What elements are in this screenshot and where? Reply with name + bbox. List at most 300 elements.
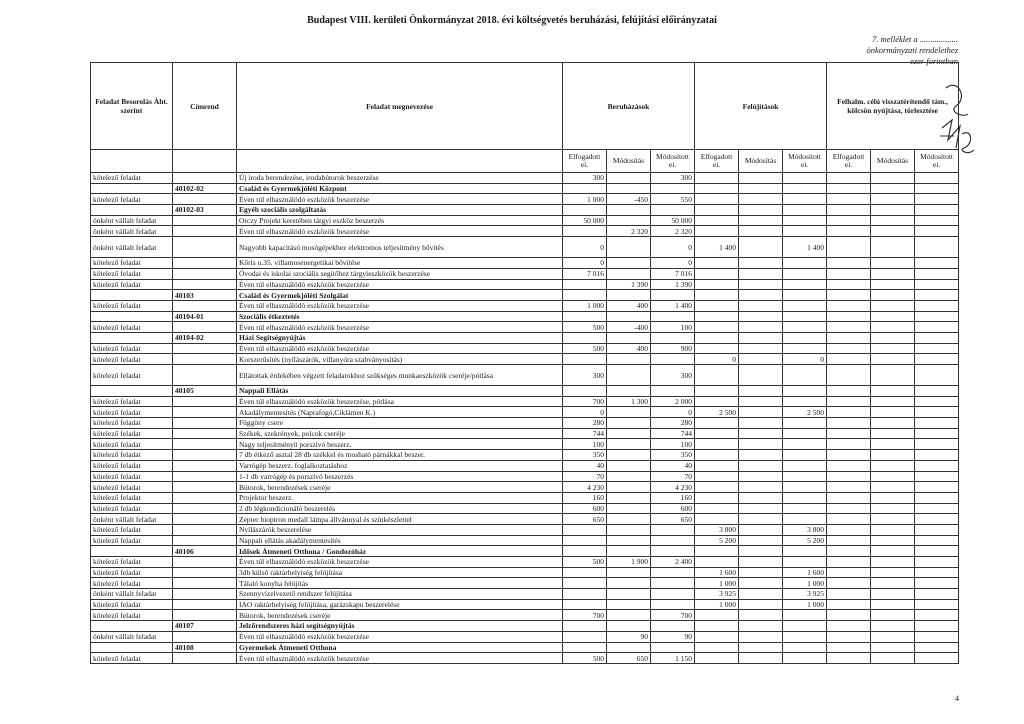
cell-value: 5 200 <box>783 535 827 546</box>
cell-value: 70 <box>651 471 695 482</box>
cell-value <box>783 471 827 482</box>
cell-value: 1 900 <box>607 557 651 568</box>
cell-value <box>871 599 915 610</box>
subheader-blank <box>91 150 173 173</box>
cell-value <box>783 621 827 632</box>
cell-value: 700 <box>563 396 607 407</box>
table-row <box>91 354 959 365</box>
cell-value <box>871 365 915 386</box>
cell-value <box>651 567 695 578</box>
cell-value <box>871 226 915 237</box>
cell-value <box>563 578 607 589</box>
cell-value <box>739 173 783 184</box>
cell-value <box>563 589 607 600</box>
cell-value <box>607 492 651 503</box>
cell-value <box>739 354 783 365</box>
cell-value <box>695 226 739 237</box>
cell-value <box>871 567 915 578</box>
cell-cimrend <box>173 610 237 621</box>
cell-value: 900 <box>651 343 695 354</box>
cell-megnevezes: Zepter bioptron medall lámpa állvánnyal és színkészlettel <box>237 514 563 525</box>
cell-value <box>915 557 959 568</box>
cell-value <box>563 567 607 578</box>
cell-value <box>827 268 871 279</box>
cell-cimrend <box>173 439 237 450</box>
regulation-label: önkormányzati rendelethez <box>866 45 958 55</box>
cell-value: 100 <box>651 322 695 333</box>
table-row <box>91 332 959 343</box>
cell-value <box>739 258 783 269</box>
cell-value <box>563 524 607 535</box>
table-row <box>91 610 959 621</box>
cell-value: 90 <box>607 631 651 642</box>
cell-value: 70 <box>563 471 607 482</box>
cell-value <box>915 205 959 216</box>
cell-value: 50 000 <box>563 215 607 226</box>
cell-value: 40 <box>651 460 695 471</box>
cell-value: 1 600 <box>783 567 827 578</box>
subheader-cell: Elfogadott ei. <box>563 150 607 173</box>
cell-value <box>871 258 915 269</box>
cell-value <box>695 300 739 311</box>
cell-value <box>915 343 959 354</box>
cell-value: 300 <box>563 365 607 386</box>
cell-value <box>827 428 871 439</box>
cell-value <box>783 290 827 301</box>
table-row <box>91 258 959 269</box>
cell-value <box>695 290 739 301</box>
document-title: Budapest VIII. kerületi Önkormányzat 2018. évi költségvetés beruházási, felújítási előirányzatai <box>307 15 717 26</box>
cell-value <box>695 365 739 386</box>
cell-value: 744 <box>651 428 695 439</box>
cell-value <box>915 546 959 557</box>
cell-value <box>563 183 607 194</box>
cell-value <box>915 332 959 343</box>
cell-value: 1 000 <box>563 194 607 205</box>
cell-megnevezes: Éven túl elhasználódó eszközök beszerzése <box>237 300 563 311</box>
cell-value <box>871 396 915 407</box>
cell-value <box>915 418 959 429</box>
cell-feladat: kötelező feladat <box>91 492 173 503</box>
cell-value <box>871 653 915 664</box>
cell-value <box>827 514 871 525</box>
cell-value <box>827 450 871 461</box>
cell-value <box>871 492 915 503</box>
cell-value <box>607 215 651 226</box>
cell-value <box>871 535 915 546</box>
cell-megnevezes: Éven túl elhasználódó eszközök beszerzése <box>237 631 563 642</box>
cell-value <box>871 524 915 535</box>
cell-megnevezes: Korszerűsítés (nyílászárók, villanyóra szabványosítás) <box>237 354 563 365</box>
cell-value: 300 <box>651 365 695 386</box>
cell-value <box>695 450 739 461</box>
cell-value: 3 800 <box>695 524 739 535</box>
cell-value: 3 800 <box>783 524 827 535</box>
cell-value: -400 <box>607 322 651 333</box>
cell-value <box>827 599 871 610</box>
cell-cimrend <box>173 322 237 333</box>
cell-cimrend: 40105 <box>173 386 237 397</box>
cell-value <box>607 183 651 194</box>
cell-value <box>607 599 651 610</box>
table-row <box>91 300 959 311</box>
table-row <box>91 396 959 407</box>
cell-value <box>827 322 871 333</box>
cell-value <box>915 237 959 258</box>
cell-value <box>827 194 871 205</box>
cell-value: -450 <box>607 194 651 205</box>
cell-value <box>871 332 915 343</box>
cell-value <box>871 450 915 461</box>
cell-value <box>783 418 827 429</box>
subheader-cell: Módosított ei. <box>783 150 827 173</box>
cell-feladat: kötelező feladat <box>91 610 173 621</box>
cell-value <box>871 610 915 621</box>
cell-value: 280 <box>563 418 607 429</box>
cell-value <box>651 205 695 216</box>
cell-feladat <box>91 621 173 632</box>
cell-value <box>739 599 783 610</box>
table-row <box>91 290 959 301</box>
cell-value <box>827 642 871 653</box>
page-number: 4 <box>955 694 959 703</box>
cell-value <box>871 621 915 632</box>
cell-value <box>827 503 871 514</box>
cell-cimrend <box>173 428 237 439</box>
cell-feladat <box>91 642 173 653</box>
cell-cimrend <box>173 631 237 642</box>
cell-value <box>739 578 783 589</box>
cell-value <box>915 226 959 237</box>
cell-value <box>827 418 871 429</box>
cell-value <box>739 311 783 322</box>
cell-value <box>783 215 827 226</box>
cell-value: 1 000 <box>563 300 607 311</box>
cell-value <box>607 365 651 386</box>
cell-value <box>651 621 695 632</box>
cell-value: 1 400 <box>783 237 827 258</box>
subheader-blank <box>237 150 563 173</box>
header-megnevezes: Feladat megnevezése <box>237 63 563 150</box>
subheader-cell: Elfogadott ei. <box>695 150 739 173</box>
cell-value <box>827 439 871 450</box>
cell-value <box>739 492 783 503</box>
cell-value <box>827 546 871 557</box>
cell-cimrend <box>173 482 237 493</box>
cell-value <box>695 482 739 493</box>
cell-cimrend <box>173 354 237 365</box>
cell-megnevezes: Új iroda berendezése, irodabútorok beszerzése <box>237 173 563 184</box>
table-row <box>91 578 959 589</box>
table-row <box>91 642 959 653</box>
cell-value <box>739 471 783 482</box>
cell-value <box>915 439 959 450</box>
cell-value <box>607 418 651 429</box>
cell-value <box>651 290 695 301</box>
cell-value <box>607 354 651 365</box>
cell-value <box>607 311 651 322</box>
cell-value: 1 000 <box>783 599 827 610</box>
cell-feladat: kötelező feladat <box>91 535 173 546</box>
cell-value <box>915 578 959 589</box>
table-row <box>91 418 959 429</box>
cell-value <box>827 589 871 600</box>
cell-cimrend <box>173 471 237 482</box>
cell-feladat <box>91 546 173 557</box>
cell-megnevezes: Egyéb szociális szolgáltatás <box>237 205 563 216</box>
cell-value <box>915 194 959 205</box>
cell-cimrend <box>173 653 237 664</box>
budget-table <box>90 62 959 664</box>
cell-value: 400 <box>607 343 651 354</box>
cell-value <box>695 386 739 397</box>
cell-value <box>739 407 783 418</box>
subheader-cell: Módosított ei. <box>915 150 959 173</box>
cell-feladat: kötelező feladat <box>91 450 173 461</box>
cell-megnevezes: Székek, szekrények, polcok cseréje <box>237 428 563 439</box>
cell-value <box>871 354 915 365</box>
cell-feladat: kötelező feladat <box>91 503 173 514</box>
cell-megnevezes: Akadálymentesítés (Naprafogó,Ciklámen K.) <box>237 407 563 418</box>
cell-value <box>695 621 739 632</box>
table-row <box>91 546 959 557</box>
table-row <box>91 460 959 471</box>
cell-value <box>783 428 827 439</box>
cell-value <box>739 365 783 386</box>
cell-value: 0 <box>651 258 695 269</box>
table-row <box>91 343 959 354</box>
cell-value: 500 <box>563 343 607 354</box>
cell-value <box>607 535 651 546</box>
cell-feladat: önként vállalt feladat <box>91 631 173 642</box>
cell-value <box>739 343 783 354</box>
cell-cimrend: 40103 <box>173 290 237 301</box>
cell-value <box>607 471 651 482</box>
cell-value: 0 <box>563 237 607 258</box>
subheader-cell: Módosítás <box>739 150 783 173</box>
table-row <box>91 268 959 279</box>
cell-value <box>695 311 739 322</box>
table-row <box>91 621 959 632</box>
cell-cimrend <box>173 365 237 386</box>
cell-feladat: önként vállalt feladat <box>91 237 173 258</box>
cell-megnevezes: Éven túl elhasználódó eszközök beszerzése <box>237 279 563 290</box>
cell-value <box>651 183 695 194</box>
cell-value <box>695 460 739 471</box>
table-row <box>91 557 959 568</box>
cell-value <box>739 396 783 407</box>
cell-value <box>871 205 915 216</box>
cell-value: 0 <box>783 354 827 365</box>
cell-value <box>915 396 959 407</box>
cell-value: 700 <box>563 610 607 621</box>
cell-value <box>739 524 783 535</box>
cell-megnevezes: Szociális étkeztetés <box>237 311 563 322</box>
cell-value <box>607 514 651 525</box>
table-row <box>91 567 959 578</box>
table-row <box>91 205 959 216</box>
cell-feladat: kötelező feladat <box>91 194 173 205</box>
cell-cimrend <box>173 503 237 514</box>
cell-value <box>607 610 651 621</box>
cell-value <box>783 450 827 461</box>
cell-value <box>915 215 959 226</box>
cell-value: 1 300 <box>607 396 651 407</box>
cell-value <box>783 300 827 311</box>
cell-value <box>739 621 783 632</box>
cell-value <box>651 354 695 365</box>
cell-value <box>695 471 739 482</box>
cell-value <box>739 322 783 333</box>
cell-value <box>783 258 827 269</box>
cell-value <box>783 332 827 343</box>
cell-cimrend <box>173 578 237 589</box>
cell-value <box>783 343 827 354</box>
cell-value <box>915 428 959 439</box>
cell-megnevezes: Éven túl elhasználódó eszközök beszerzése <box>237 557 563 568</box>
cell-cimrend <box>173 418 237 429</box>
cell-megnevezes: Projektor beszerz. <box>237 492 563 503</box>
cell-value <box>651 599 695 610</box>
cell-value <box>651 332 695 343</box>
cell-megnevezes: 1-1 db varrógép és porszívó beszerzés <box>237 471 563 482</box>
cell-value <box>915 599 959 610</box>
cell-value <box>563 631 607 642</box>
cell-value <box>915 653 959 664</box>
cell-value: 650 <box>607 653 651 664</box>
cell-value: 3 925 <box>783 589 827 600</box>
cell-value <box>871 194 915 205</box>
cell-value <box>695 503 739 514</box>
cell-value <box>871 428 915 439</box>
cell-value <box>607 407 651 418</box>
cell-feladat <box>91 205 173 216</box>
cell-feladat: kötelező feladat <box>91 439 173 450</box>
cell-value <box>695 514 739 525</box>
cell-feladat: kötelező feladat <box>91 343 173 354</box>
cell-cimrend <box>173 226 237 237</box>
cell-value: 1 400 <box>651 300 695 311</box>
cell-value: 0 <box>695 354 739 365</box>
cell-value <box>563 205 607 216</box>
table-row <box>91 407 959 418</box>
cell-value: 300 <box>651 173 695 184</box>
cell-value <box>827 183 871 194</box>
cell-value <box>739 460 783 471</box>
cell-cimrend: 40108 <box>173 642 237 653</box>
cell-value <box>739 450 783 461</box>
cell-value <box>563 535 607 546</box>
cell-value <box>739 268 783 279</box>
cell-value: 1 000 <box>783 578 827 589</box>
cell-value <box>739 205 783 216</box>
header-feladat-besorolas: Feladat Besorolás Áht. szerint <box>91 63 173 150</box>
cell-value <box>783 503 827 514</box>
cell-value <box>871 514 915 525</box>
cell-cimrend <box>173 524 237 535</box>
header-felujitasok: Felújítások <box>695 63 827 150</box>
cell-value <box>827 215 871 226</box>
table-row <box>91 226 959 237</box>
table-row <box>91 215 959 226</box>
cell-cimrend <box>173 514 237 525</box>
table-row <box>91 439 959 450</box>
cell-megnevezes: Éven túl elhasználódó eszközök beszerzése <box>237 343 563 354</box>
cell-value <box>827 535 871 546</box>
cell-value <box>783 557 827 568</box>
cell-megnevezes: Nagyobb kapacitású mosógépekhez elektromos teljesítmény bővítés <box>237 237 563 258</box>
cell-feladat: önként vállalt feladat <box>91 589 173 600</box>
cell-value <box>871 407 915 418</box>
cell-value: 100 <box>563 439 607 450</box>
cell-cimrend <box>173 535 237 546</box>
cell-value: 1 400 <box>695 237 739 258</box>
table-row <box>91 653 959 664</box>
cell-value: 7 016 <box>651 268 695 279</box>
table-row <box>91 311 959 322</box>
cell-value <box>695 642 739 653</box>
cell-value <box>871 439 915 450</box>
cell-value <box>915 354 959 365</box>
cell-value <box>783 610 827 621</box>
cell-value: 600 <box>651 503 695 514</box>
cell-feladat: kötelező feladat <box>91 365 173 386</box>
cell-cimrend <box>173 492 237 503</box>
cell-cimrend <box>173 599 237 610</box>
cell-value <box>871 300 915 311</box>
cell-value <box>915 268 959 279</box>
table-row <box>91 194 959 205</box>
cell-feladat: kötelező feladat <box>91 471 173 482</box>
cell-feladat: kötelező feladat <box>91 524 173 535</box>
cell-value <box>651 578 695 589</box>
cell-value <box>827 300 871 311</box>
cell-value: 40 <box>563 460 607 471</box>
cell-value <box>915 589 959 600</box>
cell-feladat <box>91 332 173 343</box>
cell-value <box>739 290 783 301</box>
cell-value <box>871 386 915 397</box>
cell-value <box>827 354 871 365</box>
cell-value <box>563 332 607 343</box>
cell-value <box>871 237 915 258</box>
cell-value <box>695 205 739 216</box>
cell-value <box>739 546 783 557</box>
cell-value <box>695 439 739 450</box>
cell-value <box>607 567 651 578</box>
cell-feladat: kötelező feladat <box>91 268 173 279</box>
cell-megnevezes: Nappali ellátás akadálymentesítés <box>237 535 563 546</box>
cell-value <box>871 279 915 290</box>
cell-megnevezes: Óvodai és iskolai szociális segítőhez tárgyieszközök beszerzése <box>237 268 563 279</box>
table-row <box>91 514 959 525</box>
cell-value <box>827 524 871 535</box>
cell-value <box>915 407 959 418</box>
annex-label: 7. melléklet a .................. <box>872 34 958 44</box>
cell-value <box>739 194 783 205</box>
cell-value: 1 390 <box>607 279 651 290</box>
cell-value: 2 500 <box>783 407 827 418</box>
cell-value <box>563 354 607 365</box>
cell-value: 2 320 <box>607 226 651 237</box>
cell-value <box>827 396 871 407</box>
cell-value: 500 <box>563 557 607 568</box>
cell-value <box>739 226 783 237</box>
cell-value <box>563 621 607 632</box>
cell-value: 2 500 <box>695 407 739 418</box>
cell-value <box>827 610 871 621</box>
cell-value <box>915 279 959 290</box>
